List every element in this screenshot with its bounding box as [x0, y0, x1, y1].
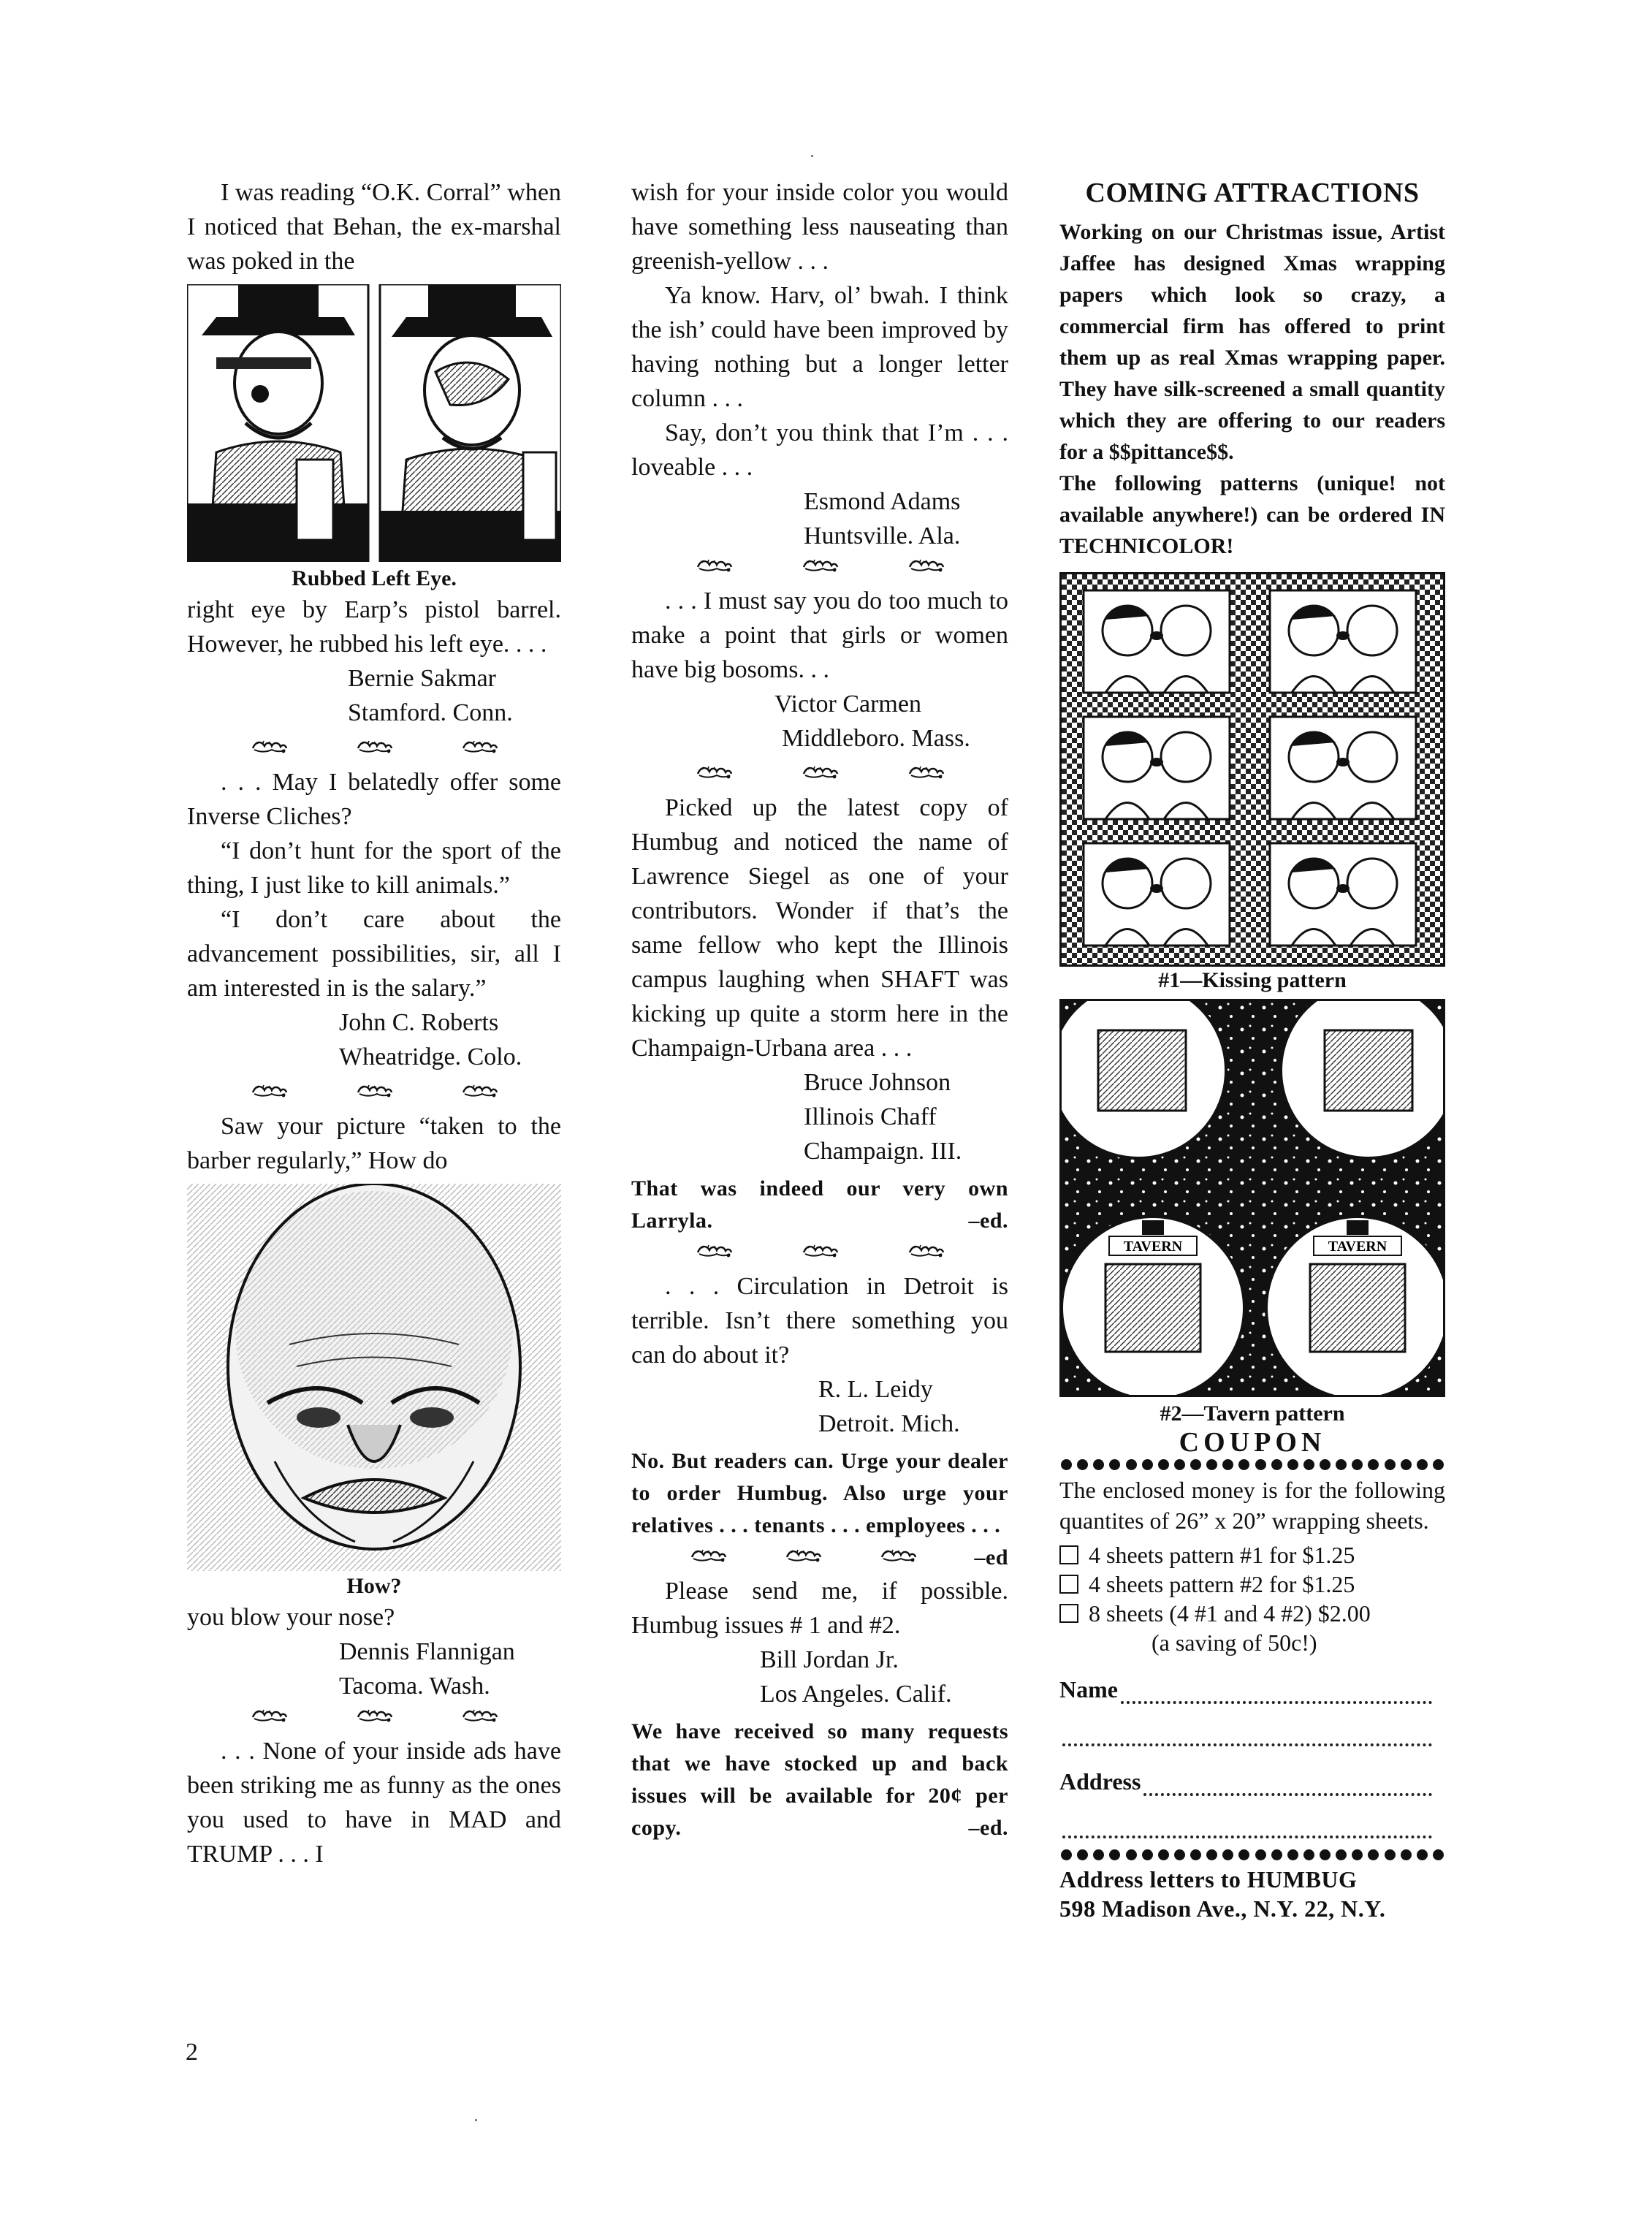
print-speck — [475, 2119, 477, 2121]
dot — [1368, 1459, 1379, 1470]
ornament-divider — [187, 1703, 561, 1734]
letters-column-left — [187, 175, 561, 1871]
dot — [1206, 1849, 1217, 1860]
dot — [1271, 1849, 1282, 1860]
ornament-divider — [187, 730, 561, 765]
dot — [1255, 1849, 1266, 1860]
dot — [1093, 1459, 1104, 1470]
address-field-line2[interactable] — [1059, 1815, 1432, 1838]
signature — [187, 1635, 561, 1703]
letter-ads-text-a: . . . None of your inside ads have been striking me as funny as the ones you used to have in MAD and TRUMP . . . I — [187, 1738, 561, 1868]
dot — [1222, 1849, 1233, 1860]
checkbox[interactable] — [1059, 1575, 1078, 1594]
signature-place: Detroit. Mich. — [818, 1410, 960, 1437]
signature-place: Los Angeles. Calif. — [760, 1681, 952, 1708]
editor-reply — [631, 1445, 1008, 1570]
letter-sakmar-text-a: I was reading “O.K. Corral” when I noticed that Behan, the ex-marshal was poked in the — [187, 179, 561, 275]
letter-sakmar-text-b: right eye by Earp’s pistol barrel. However, he rubbed his left eye. . . . — [187, 596, 561, 658]
dot — [1433, 1849, 1444, 1860]
name-label: Name — [1059, 1676, 1118, 1703]
letter-johnson-text: Picked up the latest copy of Humbug and noticed the name of Lawrence Siegel as one of your contributors. Wonder if that’s the same fellow who kept the Illinois campus laughing when SHAFT was kicking up quite a storm here in the Champaign-Urbana area . . . — [631, 794, 1008, 1062]
promo-paragraph: Working on our Christmas issue, Artist Jaffee has designed Xmas wrapping papers which look so crazy, a commercial firm has offered to print them up as real Xmas wrapping paper. They have silk-screened a small quantity which they are offering to our readers for a $$pittance$$. — [1059, 220, 1445, 464]
dot — [1385, 1459, 1396, 1470]
address-line-2: 598 Madison Ave., N.Y. 22, N.Y. — [1059, 1895, 1386, 1922]
dot — [1320, 1459, 1331, 1470]
dot — [1142, 1459, 1153, 1470]
editor-tag: –ed. — [968, 1816, 1008, 1840]
dot — [1320, 1849, 1331, 1860]
signature-name: Bruce Johnson — [804, 1069, 951, 1096]
signature-place: Tacoma. Wash. — [339, 1673, 490, 1700]
signature-name: Bill Jordan Jr. — [760, 1646, 899, 1673]
dot — [1061, 1849, 1072, 1860]
name-field-line2[interactable] — [1059, 1723, 1432, 1746]
signature-place: Middleboro. Mass. — [782, 725, 970, 752]
dot — [1238, 1459, 1249, 1470]
signature-place: Stamford. Conn. — [348, 699, 513, 726]
dot — [1077, 1849, 1088, 1860]
dot — [1109, 1849, 1120, 1860]
coming-attractions-column — [1059, 175, 1445, 1923]
dot — [1174, 1459, 1185, 1470]
signature-name: Victor Carmen — [774, 691, 921, 718]
dot-rule — [1059, 1847, 1445, 1862]
letter-jordan-text: Please send me, if possible. Humbug issues # 1 and #2. — [631, 1578, 1008, 1639]
signature-place: Wheatridge. Colo. — [339, 1043, 522, 1070]
editor-reply — [631, 1716, 1008, 1844]
dot — [1206, 1459, 1217, 1470]
dot — [1433, 1459, 1444, 1470]
dot — [1174, 1849, 1185, 1860]
coupon-option-label: 4 sheets pattern #1 for $1.25 — [1089, 1542, 1355, 1568]
signature — [187, 661, 561, 730]
tavern-pattern-image — [1059, 999, 1445, 1397]
dot — [1238, 1849, 1249, 1860]
blank-line[interactable] — [1062, 1815, 1432, 1838]
kissing-tile — [1084, 590, 1230, 693]
coupon-option[interactable] — [1059, 1540, 1445, 1570]
image-caption: #2—Tavern pattern — [1160, 1401, 1345, 1426]
letter-roberts-p3: “I don’t care about the advancement possibilities, sir, all I am interested in is the salary.” — [187, 906, 561, 1002]
address-label: Address — [1059, 1768, 1141, 1795]
signature — [631, 1065, 1008, 1168]
letter-adams-text-b: wish for your inside color you would have something less nauseating than greenish-yellow . . . — [631, 179, 1008, 275]
dot — [1158, 1849, 1169, 1860]
editor-tag: –ed. — [968, 1209, 1008, 1233]
editor-reply-text: No. But readers can. Urge your dealer to order Humbug. Also urge your relatives . . . tenants . . . employees . . . — [631, 1449, 1008, 1537]
checkbox[interactable] — [1059, 1545, 1078, 1564]
kissing-tile — [1270, 843, 1416, 946]
image-caption: #1—Kissing pattern — [1158, 968, 1347, 992]
dot — [1417, 1459, 1428, 1470]
kissing-tile — [1270, 590, 1416, 693]
signature-place: Huntsville. Ala. — [804, 522, 961, 549]
dot — [1401, 1849, 1412, 1860]
signature-name: John C. Roberts — [339, 1009, 499, 1036]
section-heading: COMING ATTRACTIONS — [1085, 178, 1420, 208]
dot — [1303, 1459, 1314, 1470]
letter-flannigan-text-a: Saw your picture “taken to the barber regularly,” How do — [187, 1113, 561, 1174]
promo-text — [1059, 216, 1445, 562]
dot — [1417, 1849, 1428, 1860]
dot — [1126, 1459, 1137, 1470]
coupon-option-label: 8 sheets (4 #1 and 4 #2) $2.00 — [1089, 1600, 1371, 1627]
signature — [187, 1005, 561, 1074]
address-field[interactable] — [1059, 1767, 1432, 1796]
name-line[interactable] — [1121, 1681, 1432, 1704]
mailing-address — [1059, 1865, 1445, 1923]
ornament-divider — [631, 1239, 1008, 1269]
coupon-title: COUPON — [1179, 1427, 1326, 1458]
name-field[interactable] — [1059, 1675, 1432, 1704]
editor-reply — [631, 1173, 1008, 1237]
dot — [1158, 1459, 1169, 1470]
dot — [1190, 1459, 1201, 1470]
dot — [1077, 1459, 1088, 1470]
signature — [631, 484, 1008, 553]
signature-org: Illinois Chaff — [804, 1103, 937, 1130]
editor-reply-text: We have received so many requests that we have stocked up and back issues will be available for 20¢ per copy. — [631, 1719, 1008, 1840]
kissing-tile — [1084, 717, 1230, 819]
ornament-divider — [631, 756, 1008, 791]
tavern-sign: TAVERN — [1123, 1239, 1183, 1255]
dot — [1352, 1849, 1363, 1860]
dot — [1401, 1459, 1412, 1470]
letters-column-middle — [631, 175, 1008, 1846]
promo-paragraph: The following patterns (unique! not available anywhere!) can be ordered IN TECHNICOLOR! — [1059, 471, 1445, 558]
editor-tag: –ed — [974, 1545, 1008, 1570]
dot — [1142, 1849, 1153, 1860]
dot — [1190, 1849, 1201, 1860]
coupon-options — [1059, 1540, 1445, 1657]
dot — [1061, 1459, 1072, 1470]
letter-adams-p3: Say, don’t you think that I’m . . . loveable . . . — [631, 419, 1008, 481]
dot — [1287, 1849, 1298, 1860]
letter-roberts-p1: . . . May I belatedly offer some Inverse Cliches? — [187, 769, 561, 830]
dot — [1126, 1849, 1137, 1860]
dot — [1093, 1849, 1104, 1860]
signature-place: Champaign. III. — [804, 1138, 962, 1165]
kissing-pattern-image — [1059, 572, 1445, 967]
signature-name: Dennis Flannigan — [339, 1638, 515, 1665]
address-line[interactable] — [1143, 1773, 1432, 1796]
page-number: 2 — [186, 2039, 198, 2066]
letter-carmen-text: . . . I must say you do too much to make a point that girls or women have big bosoms. . . — [631, 587, 1008, 683]
kissing-tile — [1270, 717, 1416, 819]
dot — [1368, 1849, 1379, 1860]
blank-line[interactable] — [1062, 1723, 1432, 1746]
image-caption: Rubbed Left Eye. — [292, 566, 457, 590]
dot — [1255, 1459, 1266, 1470]
signature — [631, 687, 1008, 756]
ornament-divider — [187, 1074, 561, 1109]
signature-name: R. L. Leidy — [818, 1376, 933, 1403]
print-speck — [811, 155, 813, 157]
dot — [1336, 1849, 1347, 1860]
coupon-option[interactable] — [1059, 1570, 1445, 1599]
bald-man-portrait — [187, 1184, 561, 1571]
dot — [1222, 1459, 1233, 1470]
letter-flannigan-text-b: you blow your nose? — [187, 1604, 395, 1631]
letter-roberts-p2: “I don’t hunt for the sport of the thing, I just like to kill animals.” — [187, 837, 561, 899]
coupon-option-label: 4 sheets pattern #2 for $1.25 — [1089, 1571, 1355, 1597]
image-caption: How? — [346, 1574, 402, 1598]
ornament-divider — [631, 1543, 975, 1574]
corral-comic-illustration — [187, 284, 561, 562]
dot — [1385, 1849, 1396, 1860]
address-line-1: Address letters to HUMBUG — [1059, 1866, 1358, 1892]
signature — [631, 1643, 1008, 1711]
signature-name: Esmond Adams — [804, 488, 961, 515]
coupon-option[interactable] — [1059, 1599, 1445, 1628]
coupon-option-note: (a saving of 50c!) — [1152, 1629, 1317, 1656]
letter-adams-p2: Ya know. Harv, ol’ bwah. I think the ish’ could have been improved by having nothing but a longer letter column . . . — [631, 282, 1008, 412]
signature-name: Bernie Sakmar — [348, 665, 496, 692]
dot — [1303, 1849, 1314, 1860]
ornament-divider — [631, 553, 1008, 584]
dot-rule — [1059, 1457, 1445, 1472]
tavern-sign: TAVERN — [1328, 1239, 1388, 1255]
dot — [1109, 1459, 1120, 1470]
checkbox[interactable] — [1059, 1604, 1078, 1623]
signature — [631, 1372, 1008, 1441]
letter-leidy-text: . . . Circulation in Detroit is terrible. Isn’t there something you can do about it? — [631, 1273, 1008, 1369]
dot — [1271, 1459, 1282, 1470]
dot — [1352, 1459, 1363, 1470]
coupon-text: The enclosed money is for the following quantites of 26” x 20” wrapping sheets. — [1059, 1477, 1445, 1534]
kissing-tile — [1084, 843, 1230, 946]
editor-reply-text: That was indeed our very own Larryla. — [631, 1176, 1008, 1233]
dot — [1287, 1459, 1298, 1470]
dot — [1336, 1459, 1347, 1470]
